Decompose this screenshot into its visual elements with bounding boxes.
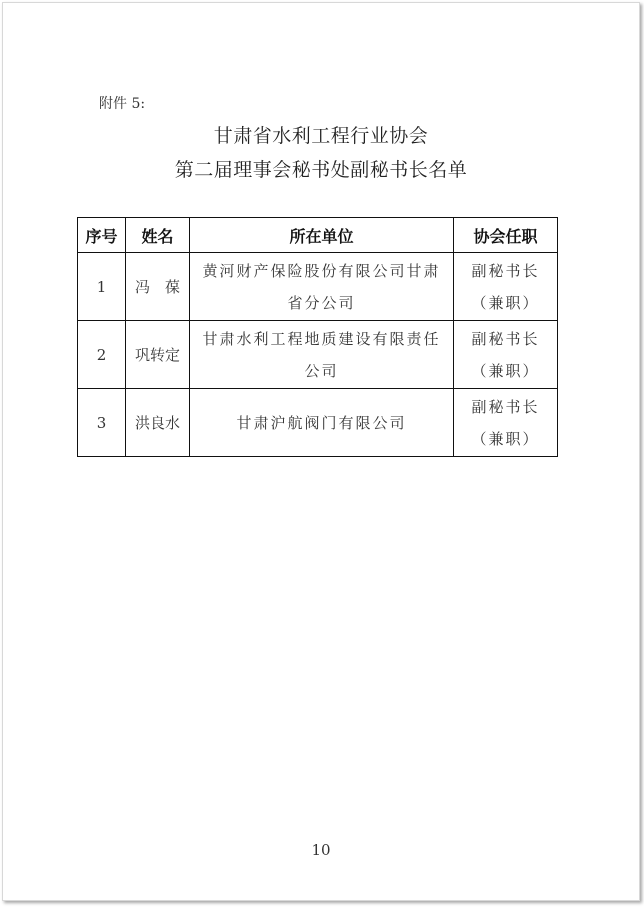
row-unit-line: 黄河财产保险股份有限公司甘肃: [202, 261, 441, 280]
page-number: 10: [311, 841, 331, 859]
row-role: [454, 253, 558, 321]
table-row: [78, 321, 558, 389]
row-role-line: 副秘书长: [471, 261, 540, 280]
row-number: 1: [78, 253, 126, 321]
row-role-line: （兼职）: [471, 429, 540, 448]
row-unit: [190, 253, 454, 321]
table-row: [78, 253, 558, 321]
row-name: 洪良水: [126, 389, 190, 457]
row-unit-line: 公司: [304, 361, 339, 380]
table-header-row: [78, 218, 558, 253]
row-role-line: （兼职）: [471, 361, 540, 380]
row-unit-line: 省分公司: [287, 293, 356, 312]
row-role-line: 副秘书长: [471, 329, 540, 348]
document-page: [2, 2, 640, 901]
row-role-line: （兼职）: [471, 293, 540, 312]
roster-table: [77, 217, 558, 457]
row-unit-line: 甘肃水利工程地质建设有限责任: [202, 329, 441, 348]
row-number: 3: [78, 389, 126, 457]
attachment-label: 附件 5:: [99, 96, 146, 112]
header-unit: 所在单位: [190, 218, 454, 253]
header-name: 姓名: [126, 218, 190, 253]
header-role: 协会任职: [454, 218, 558, 253]
row-name: 巩转定: [126, 321, 190, 389]
table-row: [78, 389, 558, 457]
row-unit-line: 甘肃沪航阀门有限公司: [236, 413, 407, 432]
row-unit: [190, 321, 454, 389]
row-unit: [190, 389, 454, 457]
document-subtitle: 第二届理事会秘书处副秘书长名单: [174, 159, 468, 181]
row-role: [454, 321, 558, 389]
row-role-line: 副秘书长: [471, 397, 540, 416]
header-number: 序号: [78, 218, 126, 253]
row-number: 2: [78, 321, 126, 389]
row-name: 冯 葆: [126, 253, 190, 321]
row-role: [454, 389, 558, 457]
document-title: 甘肃省水利工程行业协会: [213, 125, 429, 147]
